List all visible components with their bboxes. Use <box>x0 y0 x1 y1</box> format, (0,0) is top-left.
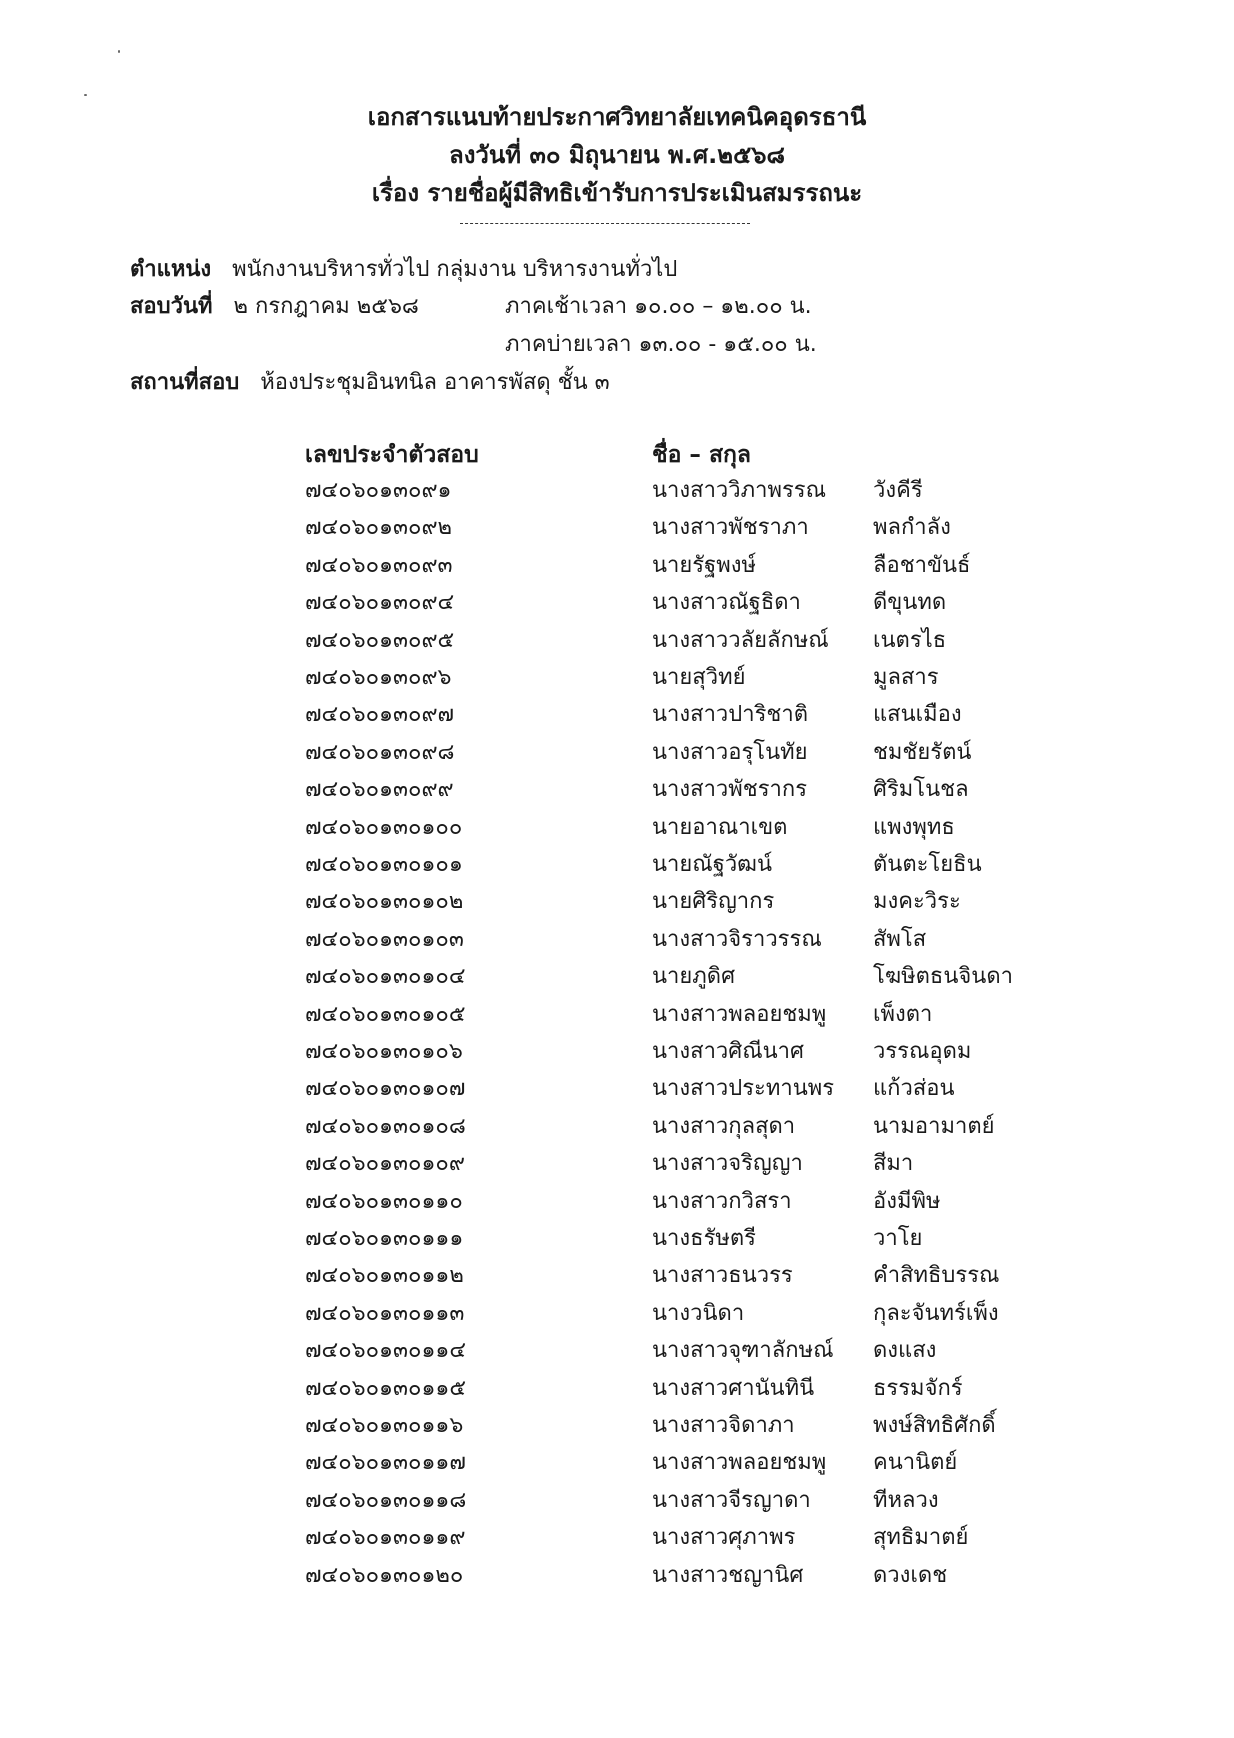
table-row <box>0 1407 1234 1444</box>
table-row <box>0 1444 1234 1481</box>
last-name: ทีหลวง <box>873 1487 939 1513</box>
header-title: เอกสารแนบท้ายประกาศวิทยาลัยเทคนิคอุดรธานี <box>367 103 867 131</box>
first-name: นางสาวณัฐธิดา <box>652 590 801 616</box>
first-name: นางสาวธนวรร <box>652 1263 793 1289</box>
last-name: แก้วส่อน <box>873 1076 955 1102</box>
last-name: โฆษิตธนจินดา <box>873 964 1013 990</box>
table-row <box>0 1332 1234 1369</box>
first-name: นางธรัษตรี <box>652 1226 756 1251</box>
first-name: นางสาวจริญญา <box>652 1151 803 1177</box>
last-name: มูลสาร <box>873 665 939 690</box>
table-row <box>0 622 1234 659</box>
table-row <box>0 1070 1234 1107</box>
exam-id: ๗๔๐๖๐๑๓๐๙๘ <box>305 739 455 765</box>
table-row <box>0 1257 1234 1294</box>
exam-id: ๗๔๐๖๐๑๓๐๑๐๕ <box>305 1001 466 1027</box>
place-label: สถานที่สอบ <box>130 370 240 395</box>
table-row <box>0 1033 1234 1070</box>
exam-id: ๗๔๐๖๐๑๓๐๑๐๔ <box>305 964 466 990</box>
table-row <box>0 1295 1234 1332</box>
last-name: เนตรไธ <box>873 627 947 653</box>
last-name: สัพโส <box>873 926 927 952</box>
exam-id: ๗๔๐๖๐๑๓๐๑๑๐ <box>305 1188 463 1214</box>
first-name: นางสาวศุภาพร <box>652 1525 796 1551</box>
place-value: ห้องประชุมอินทนิล อาคารพัสดุ ชั้น ๓ <box>260 370 610 395</box>
last-name: อังมีพิษ <box>873 1188 941 1214</box>
header-date: ลงวันที่ ๓๐ มิถุนายน พ.ศ.๒๕๖๘ <box>449 141 785 169</box>
last-name: นามอามาตย์ <box>873 1113 995 1139</box>
exam-id: ๗๔๐๖๐๑๓๐๑๐๒ <box>305 889 464 915</box>
first-name: นายอาณาเขต <box>652 814 788 840</box>
exam-id: ๗๔๐๖๐๑๓๐๑๐๑ <box>305 852 463 877</box>
last-name: สุทธิมาตย์ <box>873 1525 969 1551</box>
table-row <box>0 1108 1234 1145</box>
table-row <box>0 996 1234 1033</box>
first-name: นางสาวศานันทินี <box>652 1375 815 1401</box>
last-name: พงษ์สิทธิศักดิ์ <box>873 1413 996 1438</box>
exam-id: ๗๔๐๖๐๑๓๐๑๑๙ <box>305 1525 466 1551</box>
exam-id: ๗๔๐๖๐๑๓๐๑๑๒ <box>305 1263 464 1289</box>
table-row <box>0 883 1234 920</box>
morning-session: ภาคเช้าเวลา ๑๐.๐๐ – ๑๒.๐๐ น. <box>505 294 812 319</box>
first-name: นางสาววลัยลักษณ์ <box>652 627 829 653</box>
first-name: นางวนิดา <box>652 1300 745 1326</box>
table-row <box>0 958 1234 995</box>
exam-id: ๗๔๐๖๐๑๓๐๑๐๓ <box>305 926 464 952</box>
exam-id: ๗๔๐๖๐๑๓๐๑๒๐ <box>305 1562 464 1588</box>
scan-speck <box>118 50 120 53</box>
first-name: นางสาวกวิสรา <box>652 1188 792 1214</box>
header-divider <box>460 223 750 224</box>
table-row <box>0 547 1234 584</box>
last-name: แสนเมือง <box>873 702 962 728</box>
table-row <box>0 1482 1234 1519</box>
exam-id: ๗๔๐๖๐๑๓๐๙๕ <box>305 627 455 653</box>
exam-id: ๗๔๐๖๐๑๓๐๑๑๑ <box>305 1226 464 1251</box>
last-name: ดีขุนทด <box>873 590 947 616</box>
first-name: นางสาวกุลสุดา <box>652 1113 796 1139</box>
last-name: คนานิตย์ <box>873 1450 958 1476</box>
first-name: นางสาวศิณีนาศ <box>652 1039 805 1064</box>
exam-id: ๗๔๐๖๐๑๓๐๑๐๖ <box>305 1039 463 1064</box>
exam-id: ๗๔๐๖๐๑๓๐๑๑๕ <box>305 1375 467 1401</box>
exam-id: ๗๔๐๖๐๑๓๐๙๑ <box>305 478 452 503</box>
position-value: พนักงานบริหารทั่วไป กลุ่มงาน บริหารงานทั่วไป <box>232 257 678 282</box>
table-row <box>0 771 1234 808</box>
table-row <box>0 921 1234 958</box>
date-value: ๒ กรกฎาคม ๒๕๖๘ <box>233 294 419 319</box>
first-name: นางสาวประทานพร <box>652 1076 835 1102</box>
first-name: นางสาวชญานิศ <box>652 1562 804 1588</box>
position-label: ตำแหน่ง <box>130 257 212 282</box>
date-label: สอบวันที่ <box>130 294 213 319</box>
table-row <box>0 1183 1234 1220</box>
last-name: พลกำลัง <box>873 515 951 541</box>
table-row <box>0 846 1234 883</box>
exam-id: ๗๔๐๖๐๑๓๐๑๐๗ <box>305 1076 466 1102</box>
first-name: นางสาวพัชราภา <box>652 515 809 541</box>
last-name: ธรรมจักร์ <box>873 1375 963 1401</box>
first-name: นายสุวิทย์ <box>652 665 746 690</box>
first-name: นางสาวพัชรากร <box>652 777 808 803</box>
scan-speck <box>84 94 87 96</box>
exam-id: ๗๔๐๖๐๑๓๐๙๒ <box>305 515 453 541</box>
last-name: วาโย <box>873 1226 923 1251</box>
exam-id: ๗๔๐๖๐๑๓๐๑๑๘ <box>305 1487 467 1513</box>
position-line <box>130 251 677 286</box>
exam-id: ๗๔๐๖๐๑๓๐๙๙ <box>305 777 454 803</box>
exam-id: ๗๔๐๖๐๑๓๐๙๖ <box>305 665 452 690</box>
table-row <box>0 659 1234 696</box>
table-row <box>0 1220 1234 1257</box>
last-name: ชมชัยรัตน์ <box>873 739 972 765</box>
first-name: นางสาวจิราวรรณ <box>652 926 822 952</box>
table-row <box>0 734 1234 771</box>
table-row <box>0 696 1234 733</box>
exam-id: ๗๔๐๖๐๑๓๐๑๑๗ <box>305 1450 466 1476</box>
first-name: นางสาววิภาพรรณ <box>652 478 827 503</box>
table-row <box>0 584 1234 621</box>
table-row <box>0 1557 1234 1594</box>
last-name: ตันตะโยธิน <box>873 852 982 877</box>
first-name: นางสาวอรุโนทัย <box>652 739 808 765</box>
exam-id: ๗๔๐๖๐๑๓๐๑๐๘ <box>305 1113 466 1139</box>
first-name: นายณัฐวัฒน์ <box>652 852 773 877</box>
table-row <box>0 1519 1234 1556</box>
exam-id: ๗๔๐๖๐๑๓๐๙๔ <box>305 590 455 616</box>
exam-id: ๗๔๐๖๐๑๓๐๑๑๔ <box>305 1338 467 1364</box>
last-name: เพ็งตา <box>873 1001 933 1027</box>
last-name: ลือชาขันธ์ <box>873 552 971 578</box>
last-name: แพงพุทธ <box>873 814 955 840</box>
last-name: วังคีรี <box>873 478 923 503</box>
last-name: ศิริมโนชล <box>873 777 969 803</box>
last-name: วรรณอุดม <box>873 1039 972 1064</box>
header-subject: เรื่อง รายชื่อผู้มีสิทธิเข้ารับการประเมินสมรรถนะ <box>371 179 863 207</box>
first-name: นายภูดิศ <box>652 964 736 990</box>
first-name: นางสาวจิดาภา <box>652 1413 795 1438</box>
exam-id: ๗๔๐๖๐๑๓๐๑๐๐ <box>305 814 463 840</box>
last-name: มงคะวิระ <box>873 889 961 915</box>
exam-id: ๗๔๐๖๐๑๓๐๑๑๓ <box>305 1300 465 1326</box>
first-name: นางสาวพลอยชมพู <box>652 1450 827 1476</box>
afternoon-session: ภาคบ่ายเวลา ๑๓.๐๐ - ๑๕.๐๐ น. <box>505 332 817 357</box>
exam-id: ๗๔๐๖๐๑๓๐๑๐๙ <box>305 1151 465 1177</box>
first-name: นายรัฐพงษ์ <box>652 552 756 578</box>
first-name: นางสาวจีรญาดา <box>652 1487 811 1513</box>
column-header-id: เลขประจำตัวสอบ <box>305 442 479 468</box>
last-name: ดงแสง <box>873 1338 937 1364</box>
place-line <box>130 364 610 399</box>
last-name: สีมา <box>873 1151 914 1177</box>
last-name: คำสิทธิบรรณ <box>873 1263 1000 1289</box>
first-name: นางสาวจุฑาลักษณ์ <box>652 1338 834 1364</box>
first-name: นางสาวพลอยชมพู <box>652 1001 827 1027</box>
exam-id: ๗๔๐๖๐๑๓๐๙๓ <box>305 552 453 578</box>
first-name: นายศิริญากร <box>652 889 775 915</box>
exam-id: ๗๔๐๖๐๑๓๐๑๑๖ <box>305 1413 464 1438</box>
last-name: ดวงเดช <box>873 1562 948 1588</box>
column-header-name: ชื่อ – สกุล <box>652 442 751 468</box>
table-row <box>0 1145 1234 1182</box>
exam-id: ๗๔๐๖๐๑๓๐๙๗ <box>305 702 455 728</box>
last-name: กุละจันทร์เพ็ง <box>873 1300 999 1326</box>
table-row <box>0 809 1234 846</box>
table-row <box>0 1370 1234 1407</box>
first-name: นางสาวปาริชาติ <box>652 702 808 728</box>
date-line <box>130 288 419 323</box>
table-row <box>0 472 1234 509</box>
table-row <box>0 509 1234 546</box>
